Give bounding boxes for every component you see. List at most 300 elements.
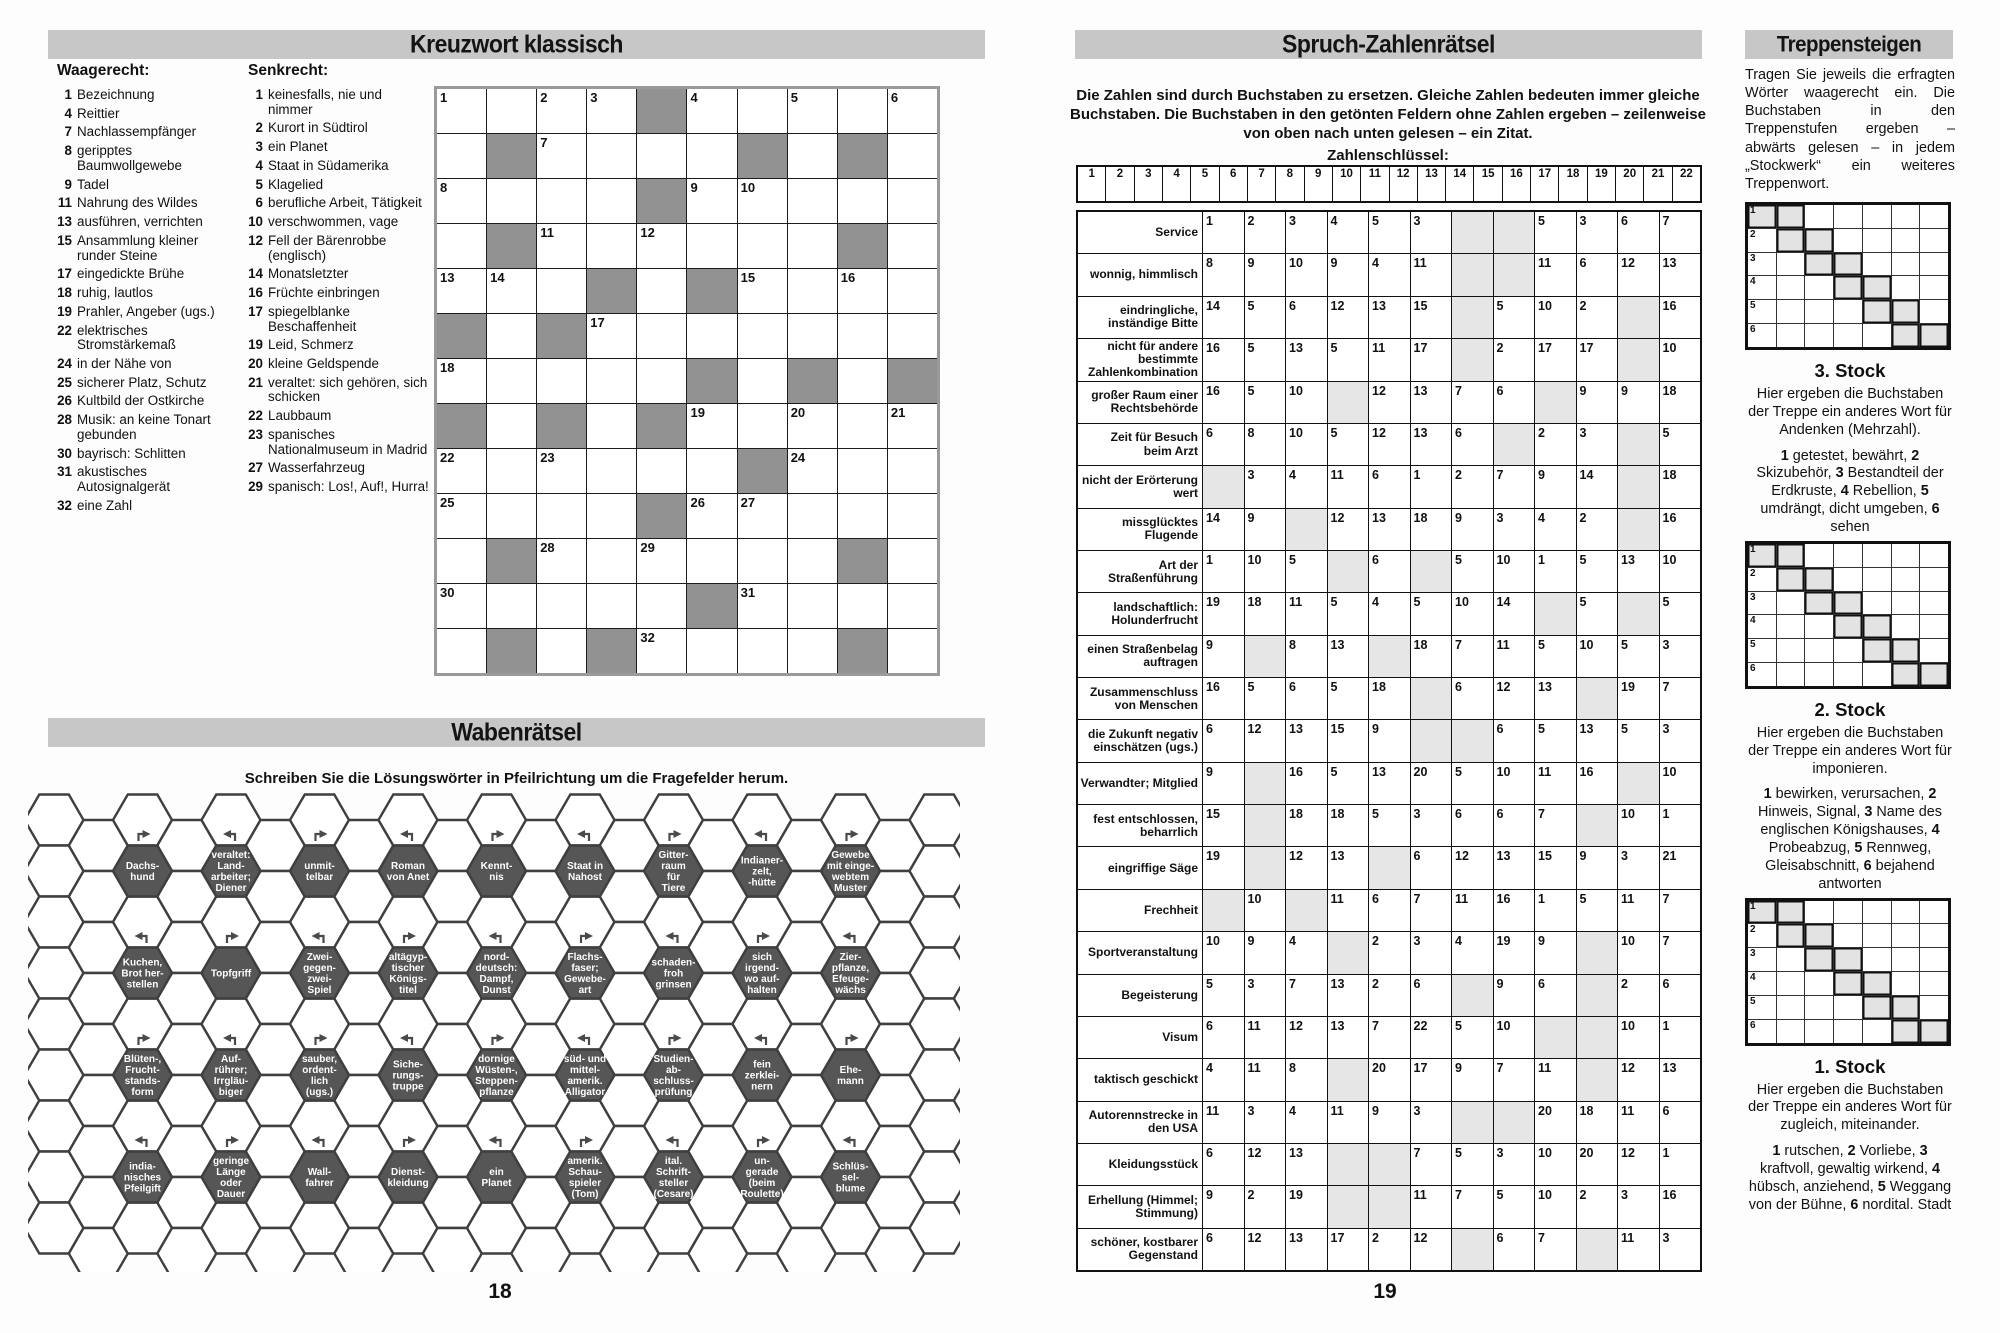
clue-number: 18 (57, 285, 72, 301)
key-cell-number: 5 (1201, 168, 1209, 180)
spruch-number-cell (1369, 509, 1410, 550)
clue-number: 22 (248, 408, 263, 424)
spruch-quote-cell (1369, 636, 1410, 677)
stair-cell (1805, 205, 1833, 228)
spruch-cell-number: 2 (1621, 976, 1628, 991)
spruch-cell-number: 5 (1455, 764, 1462, 779)
crossword-block-cell (487, 134, 536, 178)
hex-clue-text: Ehe-mann (837, 1065, 864, 1087)
clue-item (248, 234, 430, 263)
stair-cell (1863, 592, 1891, 615)
key-cell (1135, 167, 1162, 201)
stair-cell (1748, 1020, 1776, 1043)
spruch-number-cell (1494, 763, 1535, 804)
clue-text: Prahler, Angeber (ugs.) (77, 303, 215, 319)
spruch-number-cell (1328, 847, 1369, 888)
spruch-cell-number: 16 (1662, 1188, 1677, 1203)
spruch-number-cell (1369, 678, 1410, 719)
spruch-number-cell (1452, 1059, 1493, 1100)
crossword-cell (687, 629, 736, 673)
spruch-number-cell (1369, 975, 1410, 1016)
crossword-cell (487, 584, 536, 628)
spruch-number-cell (1245, 975, 1286, 1016)
down-clues-column (248, 62, 430, 499)
crossword-block-cell (637, 494, 686, 538)
spruch-cell-number: 20 (1538, 1103, 1552, 1118)
stair-cell (1920, 568, 1948, 591)
spruch-number-cell (1618, 975, 1659, 1016)
spruch-cell-number: 5 (1579, 595, 1587, 610)
stair-cell (1892, 568, 1920, 591)
crossword-block-cell (888, 359, 937, 403)
crossword-cell (888, 629, 937, 673)
spruch-number-cell (1369, 297, 1410, 338)
hex-clue-text: amerik. Schau-spieler (Tom) (567, 1156, 603, 1200)
spruch-number-cell (1577, 551, 1618, 592)
spruch-number-cell (1411, 339, 1452, 381)
key-cell (1361, 167, 1388, 201)
spruch-number-cell (1328, 1102, 1369, 1143)
treppen-title: Treppensteigen (1776, 31, 1922, 57)
stair-row-number: 3 (1750, 591, 1756, 603)
key-cell-number: 2 (1116, 168, 1124, 180)
spruch-quote-cell (1618, 593, 1659, 634)
crossword-cell-number: 20 (790, 405, 806, 420)
crossword-cell (637, 449, 686, 493)
spruch-cell-number: 11 (1247, 1061, 1261, 1076)
hex-clue-text: Flachs-faser; Gewebe-art (564, 952, 606, 996)
spruch-cell-number: 9 (1247, 510, 1255, 525)
clue-item (57, 357, 239, 372)
spruch-number-cell (1369, 932, 1410, 973)
spruch-cell-number: 3 (1413, 934, 1421, 949)
spruch-number-cell (1286, 847, 1327, 888)
crossword-cell-number: 7 (540, 135, 548, 150)
waben-title-bar (48, 718, 985, 747)
across-clues-column (57, 62, 239, 518)
spruch-number-cell (1369, 1102, 1410, 1143)
spruch-cell-number: 12 (1247, 722, 1262, 737)
crossword-cell (537, 224, 586, 268)
stair-step-cell (1777, 568, 1805, 591)
crossword-cell (587, 179, 636, 223)
treppen-intro: Tragen Sie jeweils die erfragten Wörter waagerecht ein. Die Buchstaben in den Treppenstufen ergeben – abwärts gelesen – in jedem „Stockwerk“ ein weiteres Treppenwort. (1745, 67, 1955, 192)
spruch-quote-cell (1203, 890, 1244, 931)
spruch-cell-number: 13 (1496, 849, 1511, 864)
spruch-cell-number: 4 (1330, 214, 1338, 228)
crossword-cell (738, 629, 787, 673)
clue-text: berufliche Arbeit, Tätigkeit (268, 195, 422, 211)
spruch-number-cell (1245, 297, 1286, 338)
spruch-number-cell (1245, 1059, 1286, 1100)
clue-item (57, 465, 239, 494)
crossword-cell (788, 404, 837, 448)
spruch-cell-number: 20 (1372, 1061, 1386, 1076)
spruch-cell-number: 12 (1621, 256, 1635, 271)
spruch-number-cell (1245, 1229, 1286, 1270)
spruch-cell-number: 12 (1496, 680, 1511, 695)
crossword-block-cell (437, 404, 486, 448)
spruch-cell-number: 5 (1496, 1188, 1504, 1203)
spruch-number-cell (1245, 890, 1286, 931)
stair-step-cell (1777, 205, 1805, 228)
key-cell (1305, 167, 1332, 201)
hex-clue-text: Staat in Nahost (566, 861, 604, 883)
stair-row-number: 6 (1750, 1019, 1756, 1031)
spruch-number-cell (1286, 1059, 1327, 1100)
spruch-number-cell (1203, 932, 1244, 973)
clue-item (248, 196, 430, 211)
spruch-number-cell (1452, 1017, 1493, 1058)
spruch-number-cell (1203, 212, 1244, 253)
spruch-cell-number: 17 (1413, 1061, 1428, 1076)
spruch-row-label: fest entschlossen, beharrlich (1078, 805, 1202, 846)
spruch-number-cell (1577, 509, 1618, 550)
key-cell (1503, 167, 1530, 201)
stair-cell (1892, 544, 1920, 567)
stair-row-number: 2 (1750, 567, 1756, 579)
spruch-number-cell (1286, 424, 1327, 465)
crossword-cell (487, 314, 536, 358)
stair-step-cell (1805, 253, 1833, 276)
spruch-number-cell (1494, 1017, 1535, 1058)
spruch-cell-number: 6 (1206, 1018, 1213, 1033)
spruch-cell-number: 12 (1372, 383, 1386, 398)
clue-number: 32 (57, 497, 72, 513)
spruch-cell-number: 10 (1621, 807, 1635, 822)
crossword-cell (738, 269, 787, 313)
spruch-cell-number: 5 (1372, 214, 1379, 228)
crossword-cell-number: 8 (440, 180, 448, 195)
clue-text: keinesfalls, nie und nimmer (268, 87, 382, 117)
clue-number: 12 (248, 232, 263, 248)
clue-text: sicherer Platz, Schutz (77, 374, 207, 390)
clue-item (57, 144, 239, 173)
spruch-cell-number: 5 (1372, 807, 1379, 822)
spruch-number-cell (1328, 720, 1369, 761)
spruch-cell-number: 10 (1538, 1188, 1552, 1203)
spruch-number-cell (1203, 339, 1244, 381)
spruch-cell-number: 12 (1330, 510, 1345, 525)
clue-text: Leid, Schmerz (268, 337, 354, 353)
spruch-quote-cell (1452, 254, 1493, 295)
spruch-number-cell (1203, 636, 1244, 677)
stair-cell (1805, 300, 1833, 323)
spruch-cell-number: 19 (1206, 849, 1220, 864)
spruch-cell-number: 1 (1662, 1018, 1670, 1033)
spruch-cell-number: 13 (1330, 1018, 1345, 1033)
spruch-quote-cell (1452, 212, 1493, 253)
spruch-cell-number: 1 (1662, 807, 1670, 822)
spruch-cell-number: 4 (1455, 934, 1462, 949)
clue-text: akustisches Autosignalgerät (77, 464, 171, 495)
crossword-cell (537, 629, 586, 673)
crossword-cell (888, 314, 937, 358)
spruch-number-cell (1618, 805, 1659, 846)
spruch-number-cell (1411, 424, 1452, 465)
crossword-cell-number: 9 (690, 180, 698, 195)
crossword-cell (888, 494, 937, 538)
spruch-cell-number: 6 (1206, 425, 1213, 440)
key-cell-number: 21 (1651, 168, 1665, 180)
spruch-number-cell (1452, 805, 1493, 846)
spruch-number-cell (1494, 509, 1535, 550)
spruch-number-cell (1618, 932, 1659, 973)
spruch-quote-cell (1452, 297, 1493, 338)
spruch-quote-cell (1328, 1059, 1369, 1100)
spruch-cell-number: 13 (1413, 425, 1428, 440)
spruch-quote-cell (1577, 932, 1618, 973)
key-cell-number: 18 (1566, 168, 1580, 180)
spruch-cell-number: 1 (1413, 468, 1421, 483)
spruch-number-cell (1660, 1102, 1701, 1143)
spruch-cell-number: 2 (1538, 425, 1545, 440)
clue-number: 6 (255, 195, 263, 211)
spruch-number-cell (1452, 424, 1493, 465)
spruch-cell-number: 16 (1662, 298, 1677, 313)
clue-text: Monatsletzter (268, 266, 349, 282)
spruch-number-cell (1494, 805, 1535, 846)
spruch-cell-number: 13 (1330, 849, 1345, 864)
spruch-quote-cell (1535, 382, 1576, 423)
crossword-cell-number: 31 (740, 585, 756, 600)
stair-cell (1892, 205, 1920, 228)
spruch-cell-number: 3 (1413, 1103, 1421, 1118)
spruch-cell-number: 5 (1247, 680, 1255, 695)
stair-cell (1777, 1020, 1805, 1043)
key-cell (1220, 167, 1247, 201)
spruch-number-cell (1660, 636, 1701, 677)
spruch-number-cell (1618, 1186, 1659, 1227)
spruch-number-cell (1494, 636, 1535, 677)
spruch-cell-number: 16 (1206, 341, 1220, 356)
spruch-cell-number: 10 (1206, 934, 1220, 949)
spruch-number-cell (1286, 1144, 1327, 1185)
spruch-cell-number: 11 (1330, 468, 1344, 483)
stair-cell (1834, 544, 1862, 567)
hex-clue-text: sauber, ordent-lich (ugs.) (301, 1054, 338, 1098)
spruch-cell-number: 11 (1621, 891, 1635, 906)
spruch-quote-cell (1411, 720, 1452, 761)
crossword-cell-number: 1 (440, 90, 448, 105)
spruch-cell-number: 12 (1247, 1145, 1262, 1160)
key-cell (1644, 167, 1671, 201)
clue-item (248, 409, 430, 424)
crossword-cell (888, 449, 937, 493)
clue-item (57, 286, 239, 301)
spruch-number-cell (1369, 805, 1410, 846)
spruch-quote-cell (1328, 382, 1369, 423)
spruch-number-cell (1411, 212, 1452, 253)
spruch-cell-number: 13 (1621, 553, 1635, 568)
page-number-left: 18 (488, 1280, 512, 1303)
hex-clue-text: un-gerade (beim Roulette) (740, 1156, 784, 1200)
crossword-cell (587, 494, 636, 538)
spruch-cell-number: 20 (1413, 764, 1428, 779)
stair-cell (1920, 544, 1948, 567)
spruch-number-cell (1618, 1144, 1659, 1185)
spruch-cell-number: 5 (1455, 553, 1462, 568)
spruch-cell-number: 2 (1455, 468, 1462, 483)
crossword-cell (738, 584, 787, 628)
spruch-number-cell (1245, 1144, 1286, 1185)
spruch-quote-cell (1369, 847, 1410, 888)
hex-clue-text: fein zerklei-nern (744, 1059, 780, 1093)
spruch-cell-number: 10 (1496, 553, 1511, 568)
spruch-number-cell (1577, 593, 1618, 634)
spruch-cell-number: 4 (1372, 595, 1379, 610)
clue-number: 3 (255, 139, 263, 155)
spruch-quote-cell (1286, 890, 1327, 931)
spruch-number-cell (1286, 254, 1327, 295)
spruch-cell-number: 21 (1662, 849, 1677, 864)
spruch-cell-number: 2 (1372, 934, 1379, 949)
spruch-cell-number: 5 (1330, 341, 1338, 356)
spruch-number-cell (1328, 424, 1369, 465)
key-cell (1673, 167, 1700, 201)
spruch-cell-number: 3 (1621, 849, 1628, 864)
stair-cell (1920, 615, 1948, 638)
clue-text: Kurort in Südtirol (268, 120, 368, 136)
spruch-cell-number: 18 (1330, 807, 1345, 822)
spruch-number-cell (1203, 1017, 1244, 1058)
spruch-number-cell (1618, 551, 1659, 592)
spruch-quote-cell (1452, 1229, 1493, 1270)
stock-clue-number: 5 (1854, 840, 1863, 857)
spruch-row-label: Begeisterung (1078, 975, 1202, 1016)
spruch-cell-number: 5 (1579, 891, 1587, 906)
spruch-number-cell (1286, 975, 1327, 1016)
clue-item (57, 324, 239, 353)
spruch-quote-cell (1535, 593, 1576, 634)
clue-text: Kultbild der Ostkirche (77, 393, 205, 409)
spruch-number-cell (1494, 1229, 1535, 1270)
spruch-row-label: Art der Straßenführung (1078, 551, 1202, 592)
spruch-number-cell (1660, 509, 1701, 550)
spruch-cell-number: 14 (1496, 595, 1511, 610)
spruch-number-cell (1577, 636, 1618, 677)
spruch-cell-number: 18 (1579, 1103, 1594, 1118)
stair-step-cell (1834, 972, 1862, 995)
stair-cell (1892, 253, 1920, 276)
clue-number: 7 (64, 124, 72, 140)
stock-heading: 2. Stock (1814, 698, 1886, 720)
spruch-number-cell (1618, 636, 1659, 677)
spruch-title: Spruch-Zahlenrätsel (1282, 29, 1495, 58)
spruch-number-cell (1494, 678, 1535, 719)
stock-clue-number: 1 (1763, 786, 1772, 803)
crossword-block-cell (537, 314, 586, 358)
clue-number: 14 (248, 266, 263, 282)
spruch-cell-number: 13 (1662, 256, 1677, 271)
stock-description: Hier ergeben die Buchstaben der Treppe ein anderes Wort für imponieren. (1748, 724, 1952, 777)
stair-cell (1920, 253, 1948, 276)
stair-cell (1834, 568, 1862, 591)
stock-clue-number: 3 (1835, 465, 1844, 482)
spruch-cell-number: 10 (1621, 1018, 1635, 1033)
spruch-cell-number: 4 (1289, 1103, 1296, 1118)
spruch-number-cell (1660, 551, 1701, 592)
spruch-quote-cell (1452, 720, 1493, 761)
spruch-number-cell (1369, 466, 1410, 507)
spruch-number-cell (1577, 212, 1618, 253)
spruch-cell-number: 7 (1496, 468, 1504, 483)
crossword-cell-number: 12 (640, 225, 655, 240)
crossword-cell-number: 14 (490, 270, 505, 285)
stair-row-number: 1 (1750, 900, 1756, 912)
crossword-cell (888, 134, 937, 178)
spruch-cell-number: 3 (1621, 1188, 1628, 1203)
stair-cell (1863, 901, 1891, 924)
clue-number: 31 (57, 464, 72, 480)
stock-clue-number: 5 (1920, 483, 1929, 500)
spruch-cell-number: 5 (1330, 595, 1338, 610)
waben-honeycomb (28, 790, 960, 1272)
spruch-cell-number: 9 (1206, 637, 1213, 652)
spruch-number-cell (1369, 424, 1410, 465)
crossword-cell (637, 314, 686, 358)
spruch-number-cell (1328, 212, 1369, 253)
spruch-quote-cell (1411, 678, 1452, 719)
spruch-cell-number: 3 (1662, 1230, 1670, 1245)
stair-step-cell (1863, 300, 1891, 323)
spruch-number-cell (1494, 847, 1535, 888)
crossword-block-cell (738, 449, 787, 493)
spruch-quote-cell (1618, 424, 1659, 465)
spruch-number-cell (1203, 593, 1244, 634)
stair-grid (1745, 898, 1951, 1046)
spruch-number-cell (1618, 382, 1659, 423)
spruch-number-cell (1577, 720, 1618, 761)
crossword-cell-number: 16 (840, 270, 856, 285)
spruch-cell-number: 9 (1247, 256, 1255, 271)
down-clues-heading: Senkrecht: (248, 62, 329, 79)
clue-item (248, 140, 430, 155)
spruch-cell-number: 7 (1455, 1188, 1462, 1203)
stair-step-cell (1863, 972, 1891, 995)
key-cell (1559, 167, 1586, 201)
clue-item (57, 88, 239, 103)
stair-cell (1777, 639, 1805, 662)
clue-item (57, 413, 239, 442)
clue-text: Fell der Bärenrobbe (englisch) (268, 232, 387, 263)
spruch-cell-number: 16 (1206, 680, 1220, 695)
spruch-cell-number: 5 (1579, 553, 1587, 568)
clue-number: 30 (57, 445, 72, 461)
stock-clue-number: 4 (1931, 1161, 1940, 1178)
spruch-quote-cell (1245, 763, 1286, 804)
spruch-quote-cell (1577, 1017, 1618, 1058)
spruch-number-cell (1577, 1186, 1618, 1227)
spruch-quote-cell (1618, 339, 1659, 381)
spruch-number-cell (1203, 551, 1244, 592)
spruch-number-cell (1203, 297, 1244, 338)
spruch-title-bar (1075, 30, 1702, 59)
crossword-cell (838, 314, 887, 358)
crossword-cell (687, 89, 736, 133)
key-cell (1078, 167, 1105, 201)
spruch-number-cell (1286, 212, 1327, 253)
stair-cell (1863, 324, 1891, 347)
crossword-cell-number: 5 (790, 90, 798, 105)
spruch-cell-number: 7 (1662, 214, 1670, 228)
clue-text: geripptes Baumwollgewebe (77, 143, 182, 173)
stair-cell (1805, 996, 1833, 1019)
hex-clue-text: india-nisches Pfeilgift (123, 1161, 162, 1195)
spruch-cell-number: 5 (1413, 595, 1421, 610)
spruch-number-cell (1286, 297, 1327, 338)
key-cell-number: 1 (1088, 168, 1095, 180)
